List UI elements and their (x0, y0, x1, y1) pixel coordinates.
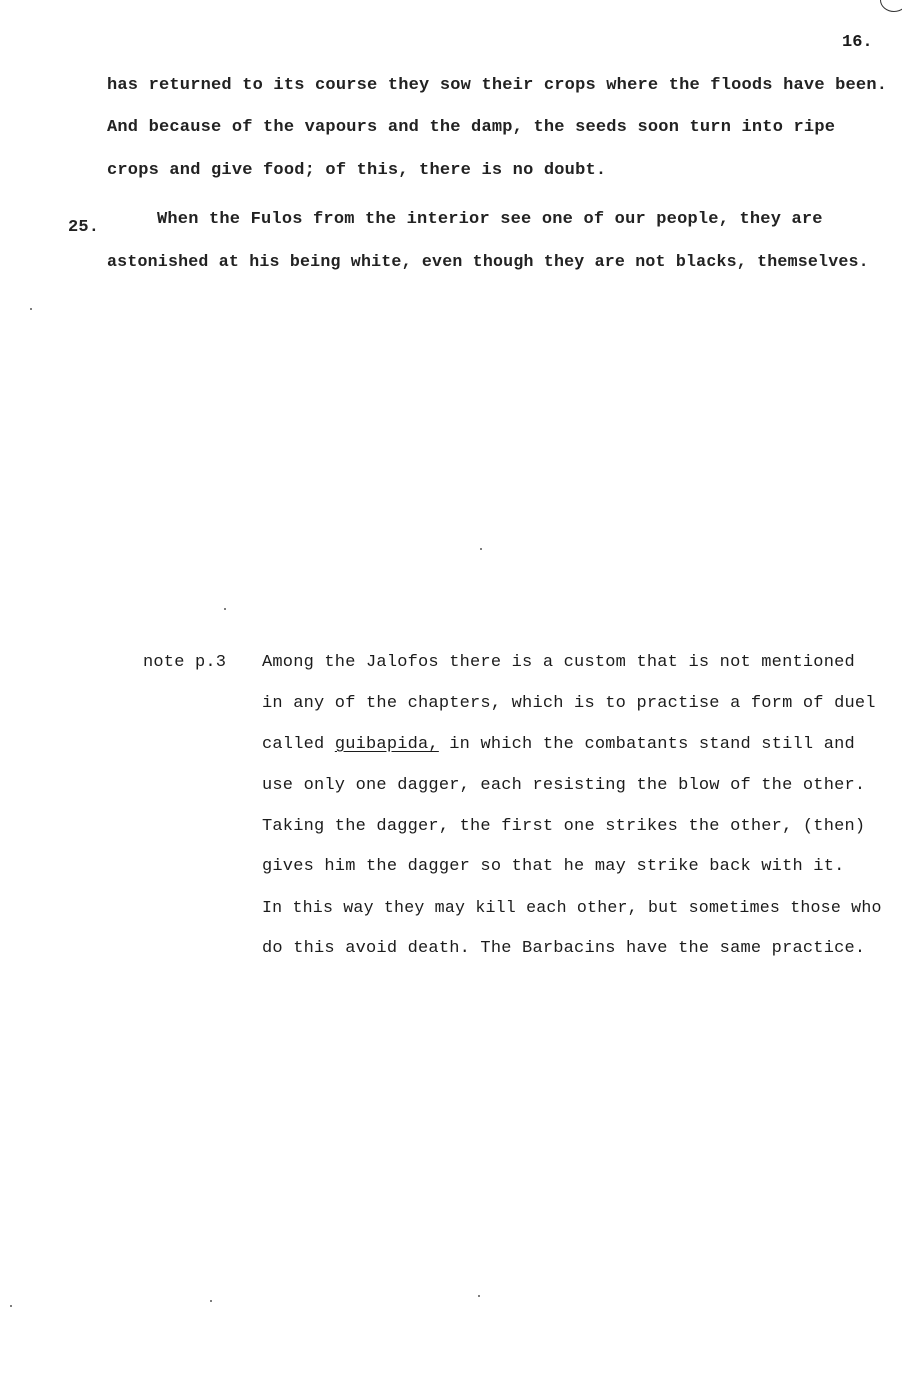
scan-speck (210, 1300, 212, 1302)
scan-speck (30, 308, 32, 310)
note-line-5: Taking the dagger, the first one strikes the other, (then) (262, 817, 866, 836)
note-line-3 (262, 735, 855, 755)
note-label: note p.3 (143, 653, 227, 672)
note-line-1: Among the Jalofos there is a custom that is not mentioned (262, 653, 855, 672)
note-line-6: gives him the dagger so that he may strike back with it. (262, 857, 845, 876)
scan-speck (480, 548, 482, 550)
note-line-4: use only one dagger, each resisting the blow of the other. (262, 776, 866, 795)
continuation-line-2: And because of the vapours and the damp, the seeds soon turn into ripe (107, 118, 836, 137)
corner-stamp-mark (880, 0, 902, 12)
note-line-3-start: called (262, 735, 335, 754)
scan-speck (224, 608, 226, 610)
scan-speck (10, 1305, 12, 1307)
page-number: 16. (842, 33, 873, 52)
note-line-7: In this way they may kill each other, but sometimes those who (262, 898, 882, 917)
continuation-line-3: crops and give food; of this, there is no doubt. (107, 161, 607, 180)
note-line-8: do this avoid death. The Barbacins have the same practice. (262, 939, 866, 958)
scan-speck (478, 1295, 480, 1297)
paragraph-number-25: 25. (68, 218, 100, 237)
note-line-3-end: in which the combatants stand still and (438, 735, 855, 754)
paragraph-25-line-2: astonished at his being white, even though they are not blacks, themselves. (107, 252, 869, 271)
paragraph-25-line-1: When the Fulos from the interior see one of our people, they are (157, 210, 823, 229)
continuation-line-1: has returned to its course they sow their crops where the floods have been. (107, 76, 888, 95)
term-guibapida: guibapida, (334, 735, 439, 754)
note-line-2: in any of the chapters, which is to practise a form of duel (262, 694, 876, 713)
